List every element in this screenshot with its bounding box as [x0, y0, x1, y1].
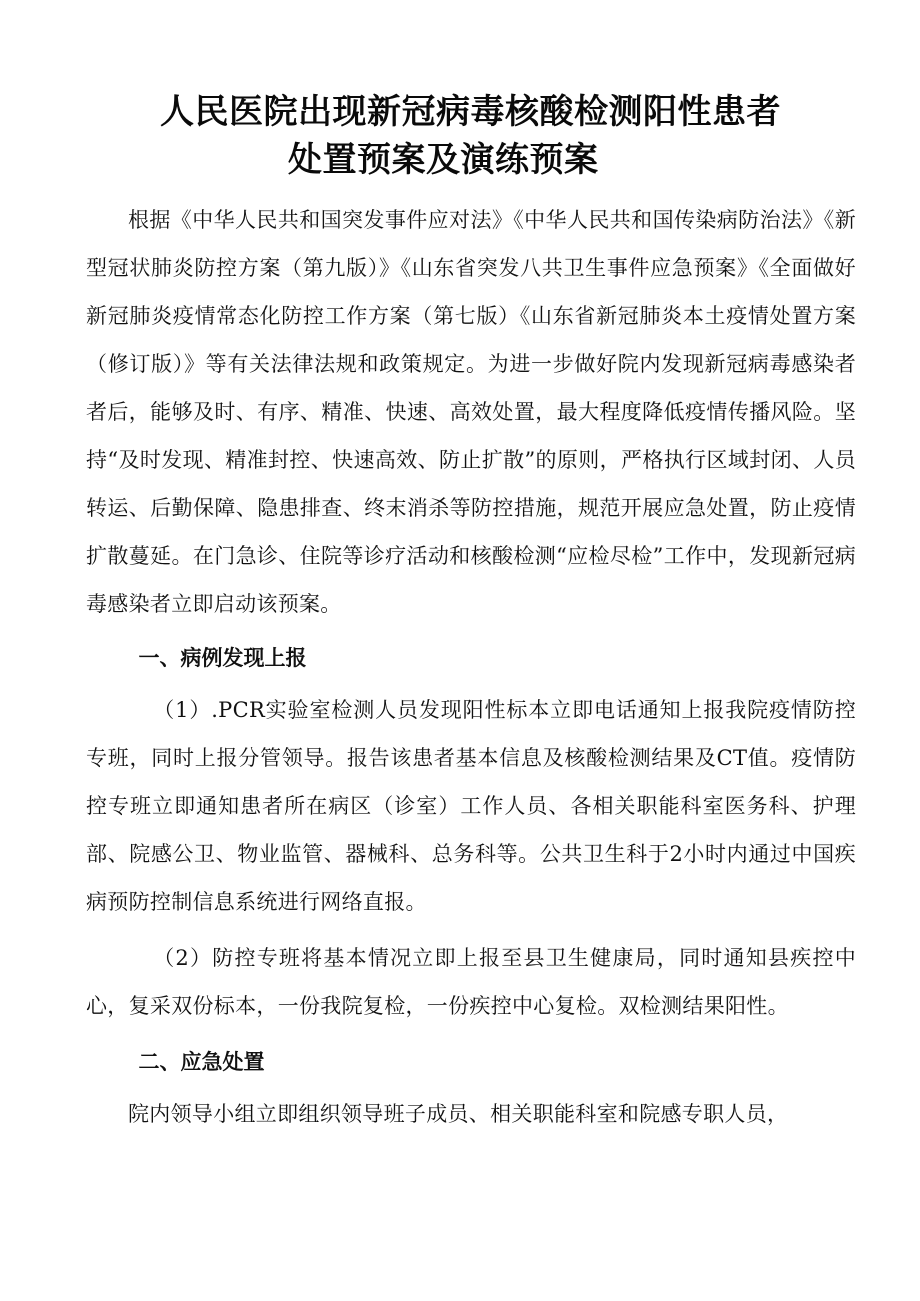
- document-title-line-2: 处置预案及演练预案: [288, 140, 599, 180]
- section-heading-emergency-response: 二、应急处置: [138, 1050, 265, 1074]
- document-body: [86, 196, 856, 1138]
- document-title-line-1: 人民医院出现新冠病毒核酸检测阳性患者: [160, 92, 781, 132]
- case-reporting-item-2: （2）防控专班将基本情况立即上报至县卫生健康局，同时通知县疾控中心，复采双份标本，一份我院复检，一份疾控中心复检。双检测结果阳性。: [86, 946, 856, 1018]
- intro-paragraph: 根据《中华人民共和国突发事件应对法》《中华人民共和国传染病防治法》《新型冠状肺炎防控方案（第九版）》《山东省突发八共卫生事件应急预案》《全面做好新冠肺炎疫情常态化防控工作方案（第七版）《山东省新冠肺炎本土疫情处置方案（修订版）》等有关法律法规和政策规定。为进一步做好院内发现新冠病毒感染者者后，能够及时、有序、精准、快速、高效处置，最大程度降低疫情传播风险。坚持“及时发现、精准封控、快速高效、防止扩散”的原则，严格执行区域封闭、人员转运、后勤保障、隐患排查、终末消杀等防控措施，规范开展应急处置，防止疫情扩散蔓延。在门急诊、住院等诊疗活动和核酸检测“应检尽检”工作中，发现新冠病毒感染者立即启动该预案。: [86, 208, 856, 616]
- emergency-response-paragraph: 院内领导小组立即组织领导班子成员、相关职能科室和院感专职人员，: [128, 1102, 789, 1126]
- section-heading-case-reporting: 一、病例发现上报: [138, 646, 307, 670]
- case-reporting-item-1: （1）.PCR实验室检测人员发现阳性标本立即电话通知上报我院疫情防控专班，同时上报分管领导。报告该患者基本信息及核酸检测结果及CT值。疫情防控专班立即通知患者所在病区（诊室）工作人员、各相关职能科室医务科、护理部、院感公卫、物业监管、器械科、总务科等。公共卫生科于2小时内通过中国疾病预防控制信息系统进行网络直报。: [86, 698, 856, 914]
